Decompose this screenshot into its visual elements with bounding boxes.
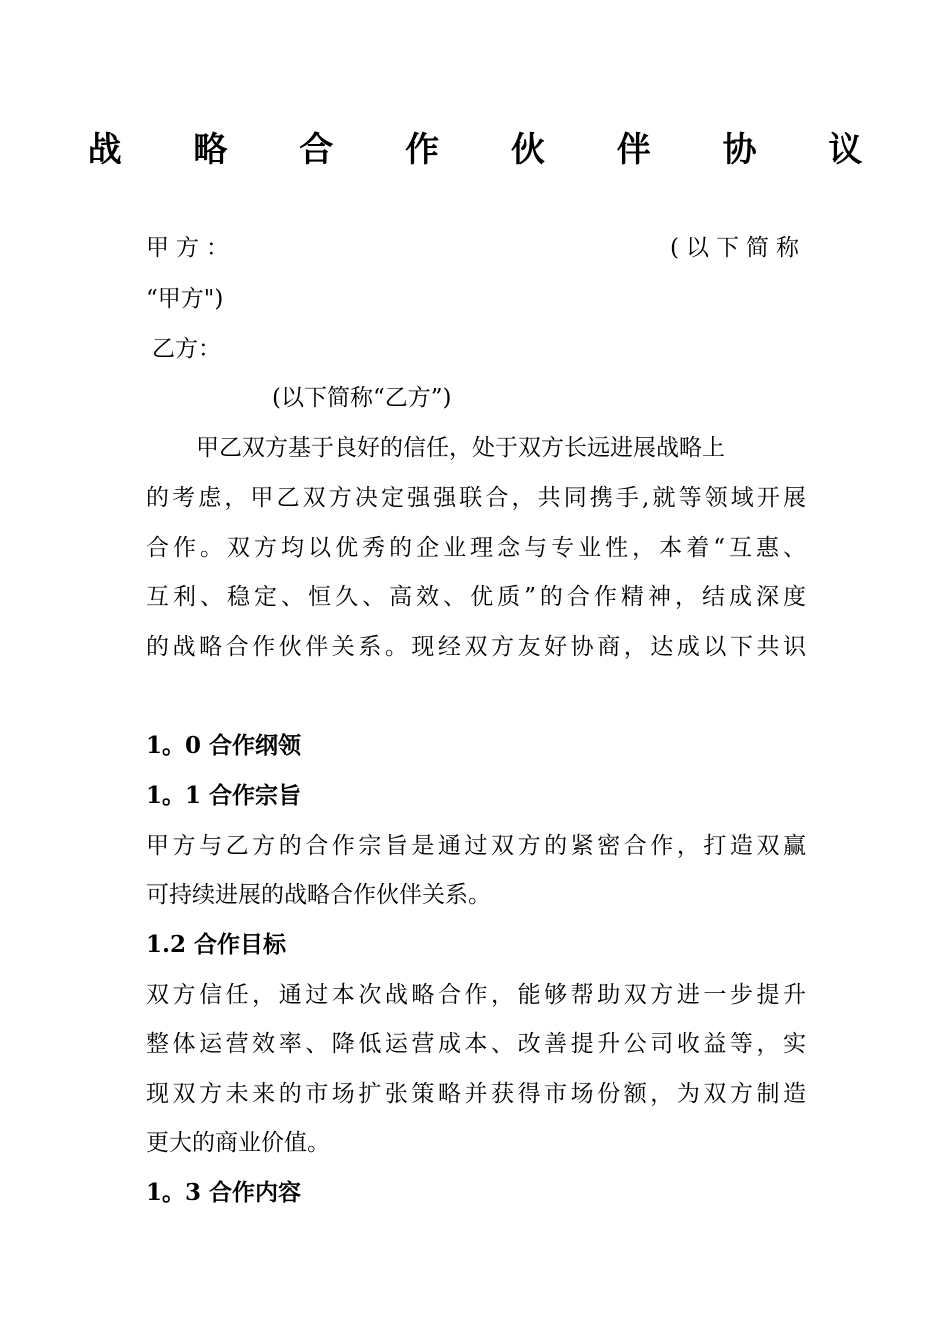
section-1-2-line-1: 双方信任，通过本次战略合作，能够帮助双方进一步提升	[146, 982, 806, 1008]
section-heading-1-2: 1.2 合作目标	[146, 931, 287, 958]
intro-line-1: 甲乙双方基于良好的信任，处于双方长远进展战略上	[196, 435, 725, 461]
section-heading-1-0: 1。0 合作纲领	[146, 732, 302, 759]
section-heading-1-3: 1。3 合作内容	[146, 1179, 302, 1206]
intro-line-2: 的考虑，甲乙双方决定强强联合，共同携手,就等领域开展	[146, 485, 806, 511]
section-1-2-line-3: 现双方未来的市场扩张策略并获得市场份额，为双方制造	[146, 1081, 806, 1107]
section-1-1-line-1: 甲方与乙方的合作宗旨是通过双方的紧密合作，打造双赢	[146, 833, 806, 859]
party-a-suffix: (以下简称	[670, 235, 806, 261]
intro-line-4: 互利、稳定、恒久、高效、优质”的合作精神，结成深度	[146, 584, 806, 610]
intro-line-5: 的战略合作伙伴关系。现经双方友好协商，达成以下共识	[146, 634, 806, 660]
document-title: 战 略 合 作 伙 伴 协 议	[87, 130, 893, 170]
party-b-label: 乙方：	[152, 336, 221, 362]
section-heading-1-1: 1。1 合作宗旨	[146, 782, 302, 809]
party-a-alias: “甲方")	[146, 286, 224, 312]
section-1-2-line-2: 整体运营效率、降低运营成本、改善提升公司收益等，实	[146, 1031, 806, 1057]
intro-line-3: 合作。双方均以优秀的企业理念与专业性，本着“互惠、	[146, 535, 806, 561]
section-1-2-line-4: 更大的商业价值。	[146, 1130, 330, 1156]
party-b-alias: (以下简称“乙方”)	[272, 385, 452, 411]
party-a-label: 甲方：	[146, 235, 236, 261]
section-1-1-line-2: 可持续进展的战略合作伙伴关系。	[146, 882, 491, 908]
